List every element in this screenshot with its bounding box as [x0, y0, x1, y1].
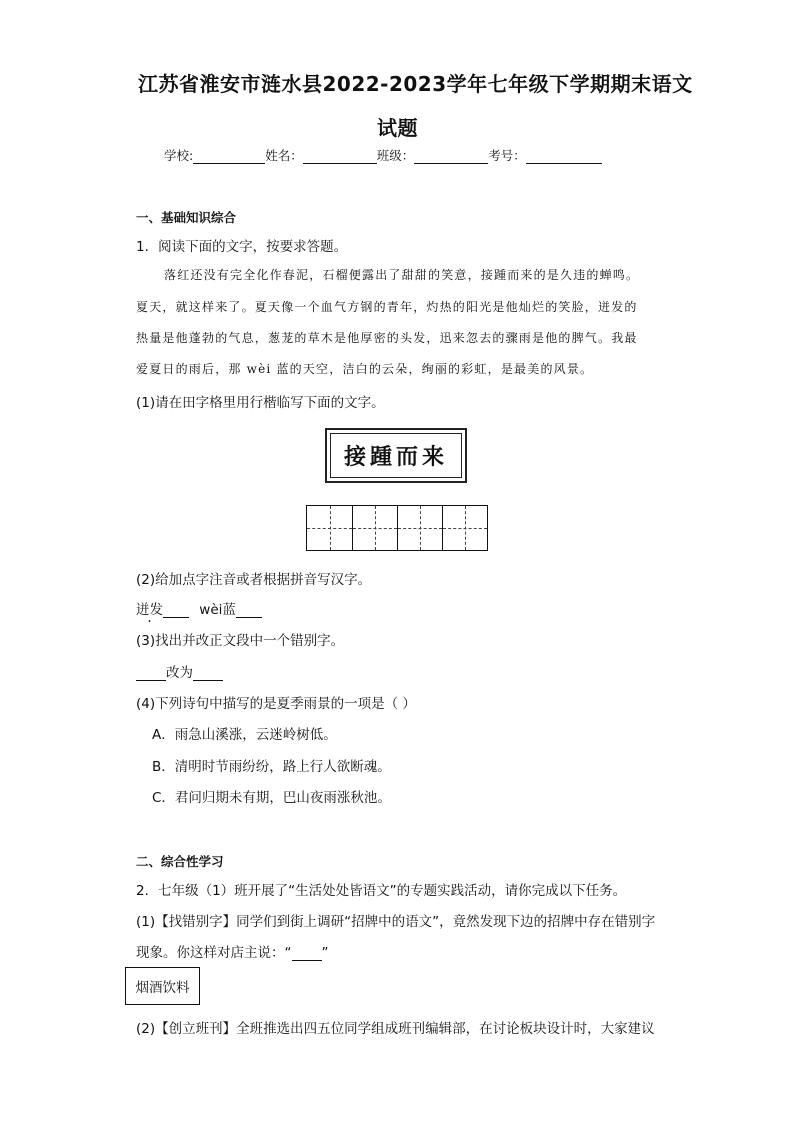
name-label: 姓名： — [265, 148, 303, 163]
tianzige-cell[interactable] — [397, 506, 442, 550]
school-label: 学校: — [164, 148, 194, 163]
q1-sub2: (2)给加点字注音或者根据拼音写汉字。 — [136, 572, 372, 588]
school-field[interactable] — [193, 149, 265, 164]
section2-heading: 二、综合性学习 — [136, 854, 224, 869]
exam-number-label: 考号： — [488, 148, 526, 163]
q2-item1-close-quote: ” — [321, 945, 329, 961]
calligraphy-text: 接踵而来 — [343, 444, 448, 470]
shop-sign — [125, 967, 200, 1005]
exam-title-line2: 试题 — [377, 116, 418, 140]
option-c[interactable]: C．君问归期未有期，巴山夜雨涨秋池。 — [152, 790, 391, 806]
name-field[interactable] — [303, 149, 377, 164]
exam-number-field[interactable] — [526, 149, 602, 164]
sub2-answer-b[interactable] — [236, 603, 262, 618]
passage-line-2: 夏天，就这样来了。夏天像一个血气方钢的青年，灼热的阳光是他灿烂的笑脸，迸发的 — [136, 300, 638, 314]
section1-heading: 一、基础知识综合 — [136, 210, 237, 225]
sub2-char: 蓝 — [222, 602, 236, 618]
q1-stem: 1．阅读下面的文字，按要求答题。 — [136, 239, 348, 255]
tianzige-grid[interactable] — [306, 505, 488, 551]
tianzige-cell[interactable] — [352, 506, 397, 550]
sub3-correct-char[interactable] — [193, 666, 223, 681]
q2-item1-answer[interactable] — [292, 946, 322, 961]
q1-sub1: (1)请在田字格里用行楷临写下面的文字。 — [136, 395, 385, 411]
passage-line-3: 热量是他蓬勃的气息，葱茏的草木是他厚密的头发，迅来忽去的骤雨是他的脾气。我最 — [136, 331, 638, 345]
q2-stem: 2．七年级（1）班开展了“生活处处皆语文”的专题实践活动，请你完成以下任务。 — [136, 883, 627, 899]
passage-line-4: 爱夏日的雨后，那 wèi 蓝的天空，洁白的云朵，绚丽的彩虹，是最美的风景。 — [136, 362, 594, 376]
tianzige-cell[interactable] — [307, 506, 352, 550]
q2-item2-line1: (2)【创立班刊】全班推选出四五位同学组成班刊编辑部，在讨论板块设计时，大家建议 — [136, 1021, 655, 1037]
q2-item1-line2 — [136, 941, 329, 961]
shop-sign-text: 烟酒饮料 — [135, 980, 190, 996]
sub3-change-to: 改为 — [166, 665, 193, 681]
class-label: 班级： — [376, 148, 415, 163]
student-info-row — [164, 146, 602, 164]
sub3-wrong-char[interactable] — [136, 666, 166, 681]
passage-line-1: 落红还没有完全化作春泥，石榴便露出了甜甜的笑意，接踵而来的是久违的蝉鸣。 — [164, 268, 640, 282]
q1-sub3: (3)找出并改正文段中一个错别字。 — [136, 633, 345, 649]
q2-item1-line1: (1)【找错别字】同学们到街上调研“招牌中的语文”，竟然发现下边的招牌中存在错别字 — [136, 914, 656, 930]
q1-sub4: (4)下列诗句中描写的是夏季雨景的一项是（ ） — [136, 696, 416, 712]
q1-sub2-answers — [136, 598, 262, 618]
sub2-answer-a[interactable] — [163, 603, 189, 618]
option-b[interactable]: B．清明时节雨纷纷，路上行人欲断魂。 — [152, 759, 391, 775]
class-field[interactable] — [414, 149, 488, 164]
q1-sub3-answer — [136, 661, 223, 681]
sub2-pinyin: wèi — [199, 602, 223, 618]
option-a[interactable]: A．雨急山溪涨，云迷岭树低。 — [152, 727, 337, 743]
tianzige-cell[interactable] — [442, 506, 487, 550]
exam-title-line1: 江苏省淮安市涟水县2022-2023学年七年级下学期期末语文 — [138, 72, 693, 96]
calligraphy-sample — [325, 428, 467, 483]
q2-item1-prompt: 现象。你这样对店主说：“ — [136, 945, 292, 961]
sub2-word-a: 迸发 — [136, 602, 163, 618]
